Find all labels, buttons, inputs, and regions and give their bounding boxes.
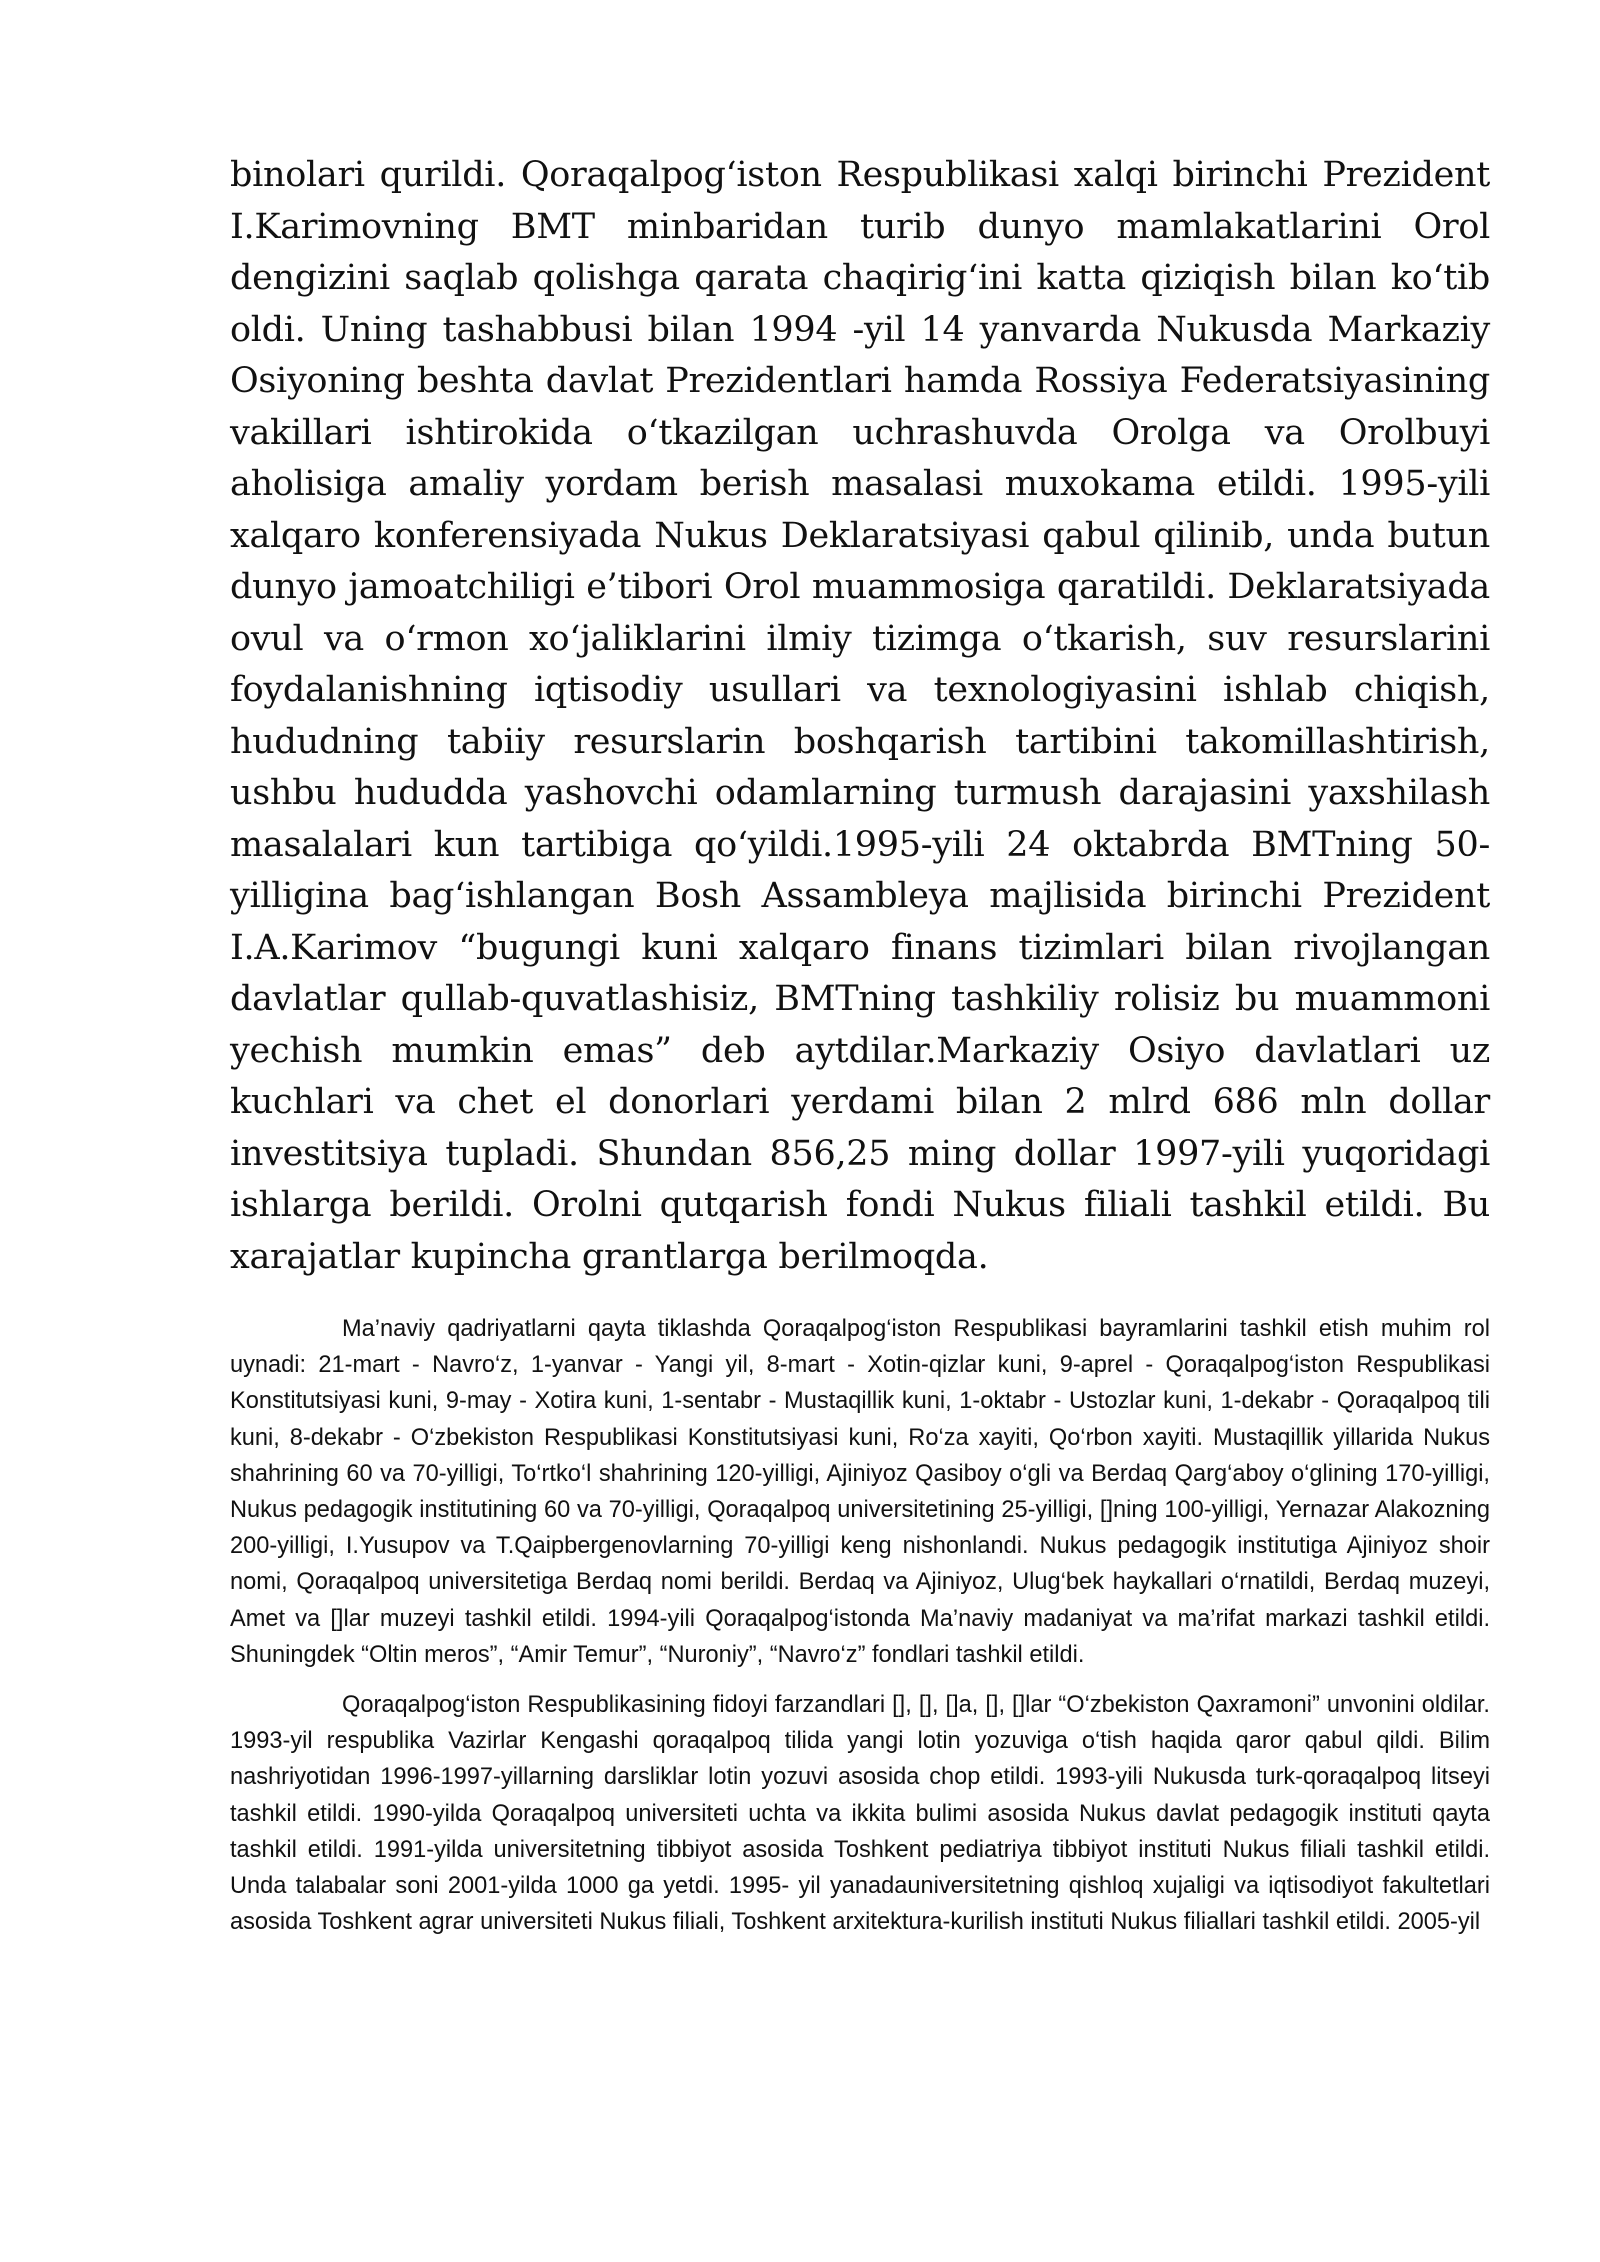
paragraph-education: Qoraqalpog‘iston Respublikasining fidoyi farzandlari [], [], []a, [], []lar “O‘zbekiston Qaxramoni” unvonini oldilar. 1993-yil respublika Vazirlar Kengashi qoraqalpoq tilida yangi lotin yozuviga o‘tish haqida qaror qabul qildi. Bilim nashriyotidan 1996-1997-yillarning darsliklar lotin yozuvi asosida chop etildi. 1993-yili Nukusda turk-qoraqalpoq litseyi tashkil etildi. 1990-yilda Qoraqalpoq universiteti uchta va ikkita bulimi asosida Nukus davlat pedagogik instituti qayta tashkil etildi. 1991-yilda universitetning tibbiyot asosida Toshkent pediatriya tibbiyot instituti Nukus filiali tashkil etildi. Unda talabalar soni 2001-yilda 1000 ga yetdi. 1995- yil yanadauniversitetning qishloq xujaligi va iqtisodiyot fakultetlari asosida Toshkent agrar universiteti Nukus filiali, Toshkent arxitektura-kurilish instituti Nukus filiallari tashkil etildi. 2005-yil: [230, 1692, 1490, 1936]
paragraph-holidays: Ma’naviy qadriyatlarni qayta tiklashda Qoraqalpog‘iston Respublikasi bayramlarini tashkil etish muhim rol uynadi: 21-mart - Navro‘z, 1-yanvar - Yangi yil, 8-mart - Xotin-qizlar kuni, 9-aprel - Qoraqalpog‘iston Respublikasi Konstitutsiyasi kuni, 9-may - Xotira kuni, 1-sentabr - Mustaqillik kuni, 1-oktabr - Ustozlar kuni, 1-dekabr - Qoraqalpoq tili kuni, 8-dekabr - O‘zbekiston Respublikasi Konstitutsiyasi kuni, Ro‘za xayiti, Qo‘rbon xayiti. Mustaqillik yillarida Nukus shahrining 60 va 70-yilligi, To‘rtko‘l shahrining 120-yilligi, Ajiniyoz Qasiboy o‘gli va Berdaq Qarg‘aboy o‘glining 170-yilligi, Nukus pedagogik institutining 60 va 70-yilligi, Qoraqalpoq universitetining 25-yilligi, []ning 100-yilligi, Yernazar Alakozning 200-yilligi, I.Yusupov va T.Qaipbergenovlarning 70-yilligi keng nishonlandi. Nukus pedagogik institutiga Ajiniyoz shoir nomi, Qoraqalpoq universitetiga Berdaq nomi berildi. Berdaq va Ajiniyoz, Ulug‘bek haykallari o‘rnatildi, Berdaq muzeyi, Amet va []lar muzeyi tashkil etildi. 1994-yili Qoraqalpog‘istonda Ma’naviy madaniyat va ma’rifat markazi tashkil etildi. Shuningdek “Oltin meros”, “Amir Temur”, “Nuroniy”, “Navro‘z” fondlari tashkil etildi.: [230, 1316, 1490, 1668]
paragraph-aral-sea: binolari qurildi. Qoraqalpog‘iston Respublikasi xalqi birinchi Prezident I.Karimovning BMT minbaridan turib dunyo mamlakatlarini Orol dengizini saqlab qolishga qarata chaqirig‘ini katta qiziqish bilan ko‘tib oldi. Uning tashabbusi bilan 1994 -yil 14 yanvarda Nukusda Markaziy Osiyoning beshta davlat Prezidentlari hamda Rossiya Federatsiyasining vakillari ishtirokida o‘tkazilgan uchrashuvda Orolga va Orolbuyi aholisiga amaliy yordam berish masalasi muxokama etildi. 1995-yili xalqaro konferensiyada Nukus Deklaratsiyasi qabul qilinib, unda butun dunyo jamoatchiligi e’tibori Orol muammosiga qaratildi. Deklaratsiyada ovul va o‘rmon xo‘jaliklarini ilmiy tizimga o‘tkarish, suv resurslarini foydalanishning iqtisodiy usullari va texnologiyasini ishlab chiqish, hududning tabiiy resurslarin boshqarish tartibini takomillashtirish, ushbu hududda yashovchi odamlarning turmush darajasini yaxshilash masalalari kun tartibiga qo‘yildi.1995-yili 24 oktabrda BMTning 50- yilligina bag‘ishlangan Bosh Assambleya majlisida birinchi Prezident I.A.Karimov “bugungi kuni xalqaro finans tizimlari bilan rivojlangan davlatlar qullab-quvatlashisiz, BMTning tashkiliy rolisiz bu muammoni yechish mumkin emas” deb aytdilar.Markaziy Osiyo davlatlari uz kuchlari va chet el donorlari yerdami bilan 2 mlrd 686 mln dollar investitsiya tupladi. Shundan 856,25 ming dollar 1997-yili yuqoridagi ishlarga berildi. Orolni qutqarish fondi Nukus filiali tashkil etildi. Bu xarajatlar kupincha grantlarga berilmoqda.: [230, 155, 1490, 1277]
document-page: [230, 150, 1490, 1940]
